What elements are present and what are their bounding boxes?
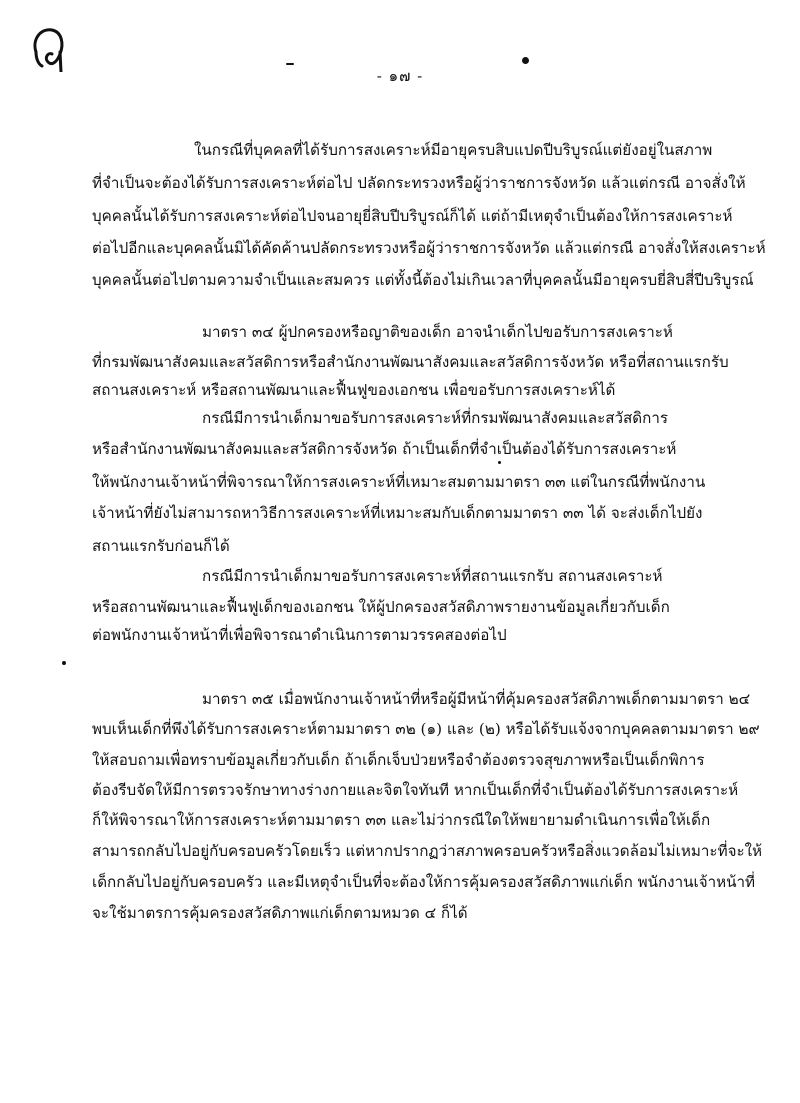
paragraph-line: ต้องรีบจัดให้มีการตรวจรักษาทางร่างกายและจิตใจทันที หากเป็นเด็กที่จำเป็นต้องได้รับการสงเคราะห์ [92, 781, 739, 799]
paragraph-line: บุคคลนั้นต่อไปตามความจำเป็นและสมควร แต่ทั้งนี้ต้องไม่เกินเวลาที่บุคคลนั้นมีอายุครบยี่สิบสี่ปีบริบูรณ์ [92, 271, 754, 289]
paragraph-line: บุคคลนั้นได้รับการสงเคราะห์ต่อไปจนอายุยี่สิบปีบริบูรณ์ก็ได้ แต่ถ้ามีเหตุจำเป็นต้องให้การสงเคราะห์ [92, 207, 733, 225]
page-number: - ๑๗ - [376, 67, 424, 85]
handwritten-page-mark [30, 22, 70, 72]
paragraph-line: ที่จำเป็นจะต้องได้รับการสงเคราะห์ต่อไป ปลัดกระทรวงหรือผู้ว่าราชการจังหวัด แล้วแต่กรณี อาจสั่งให้ [92, 174, 746, 192]
paragraph-line: ให้สอบถามเพื่อทราบข้อมูลเกี่ยวกับเด็ก ถ้าเด็กเจ็บป่วยหรือจำต้องตรวจสุขภาพหรือเป็นเด็กพิการ [92, 751, 705, 769]
paragraph-line: พบเห็นเด็กที่พึงได้รับการสงเคราะห์ตามมาตรา ๓๒ (๑) และ (๒) หรือได้รับแจ้งจากบุคคลตามมาตรา ๒๙ [92, 720, 760, 738]
paragraph-line: สถานสงเคราะห์ หรือสถานพัฒนาและฟื้นฟูของเอกชน เพื่อขอรับการสงเคราะห์ได้ [92, 381, 616, 399]
scan-speck [522, 57, 529, 64]
paragraph-line: สถานแรกรับก่อนก็ได้ [92, 537, 230, 555]
paragraph-line: เด็กกลับไปอยู่กับครอบครัว และมีเหตุจำเป็นที่จะต้องให้การคุ้มครองสวัสดิภาพแก่เด็ก พนักงานเจ้าหน้าที่ [92, 873, 756, 891]
paragraph-line: เจ้าหน้าที่ยังไม่สามารถหาวิธีการสงเคราะห์ที่เหมาะสมกับเด็กตามมาตรา ๓๓ ได้ จะส่งเด็กไปยัง [92, 504, 703, 522]
paragraph-line: กรณีมีการนำเด็กมาขอรับการสงเคราะห์ที่สถานแรกรับ สถานสงเคราะห์ [202, 567, 663, 585]
paragraph-line: ที่กรมพัฒนาสังคมและสวัสดิการหรือสำนักงานพัฒนาสังคมและสวัสดิการจังหวัด หรือที่สถานแรกรับ [92, 353, 729, 371]
scan-speck [498, 461, 501, 464]
paragraph-line: กรณีมีการนำเด็กมาขอรับการสงเคราะห์ที่กรมพัฒนาสังคมและสวัสดิการ [202, 409, 669, 427]
paragraph-line: ให้พนักงานเจ้าหน้าที่พิจารณาให้การสงเคราะห์ที่เหมาะสมตามมาตรา ๓๓ แต่ในกรณีที่พนักงาน [92, 473, 706, 491]
paragraph-line: สามารถกลับไปอยู่กับครอบครัวโดยเร็ว แต่หากปรากฏว่าสภาพครอบครัวหรือสิ่งแวดล้อมไม่เหมาะที่จะให้ [92, 842, 763, 860]
paragraph-line: ต่อพนักงานเจ้าหน้าที่เพื่อพิจารณาดำเนินการตามวรรคสองต่อไป [92, 626, 507, 644]
paragraph-line: หรือสถานพัฒนาและฟื้นฟูเด็กของเอกชน ให้ผู้ปกครองสวัสดิภาพรายงานข้อมูลเกี่ยวกับเด็ก [92, 598, 670, 616]
scan-speck [62, 661, 66, 665]
paragraph-line: ก็ให้พิจารณาให้การสงเคราะห์ตามมาตรา ๓๓ และไม่ว่ากรณีใดให้พยายามดำเนินการเพื่อให้เด็ก [92, 811, 711, 829]
paragraph-line: หรือสำนักงานพัฒนาสังคมและสวัสดิการจังหวัด ถ้าเป็นเด็กที่จำเป็นต้องได้รับการสงเคราะห์ [92, 440, 677, 458]
section-heading-line: มาตรา ๓๔ ผู้ปกครองหรือญาติของเด็ก อาจนำเด็กไปขอรับการสงเคราะห์ [202, 323, 673, 341]
scan-speck [286, 63, 294, 65]
section-heading-line: มาตรา ๓๕ เมื่อพนักงานเจ้าหน้าที่หรือผู้มีหน้าที่คุ้มครองสวัสดิภาพเด็กตามมาตรา ๒๔ [202, 690, 751, 708]
paragraph-line: ต่อไปอีกและบุคคลนั้นมิได้คัดค้านปลัดกระทรวงหรือผู้ว่าราชการจังหวัด แล้วแต่กรณี อาจสั่งให้สงเคราะห์ [92, 239, 766, 257]
paragraph-line: จะใช้มาตรการคุ้มครองสวัสดิภาพแก่เด็กตามหมวด ๔ ก็ได้ [92, 904, 468, 922]
paragraph-line: ในกรณีที่บุคคลที่ได้รับการสงเคราะห์มีอายุครบสิบแปดปีบริบูรณ์แต่ยังอยู่ในสภาพ [194, 141, 713, 159]
